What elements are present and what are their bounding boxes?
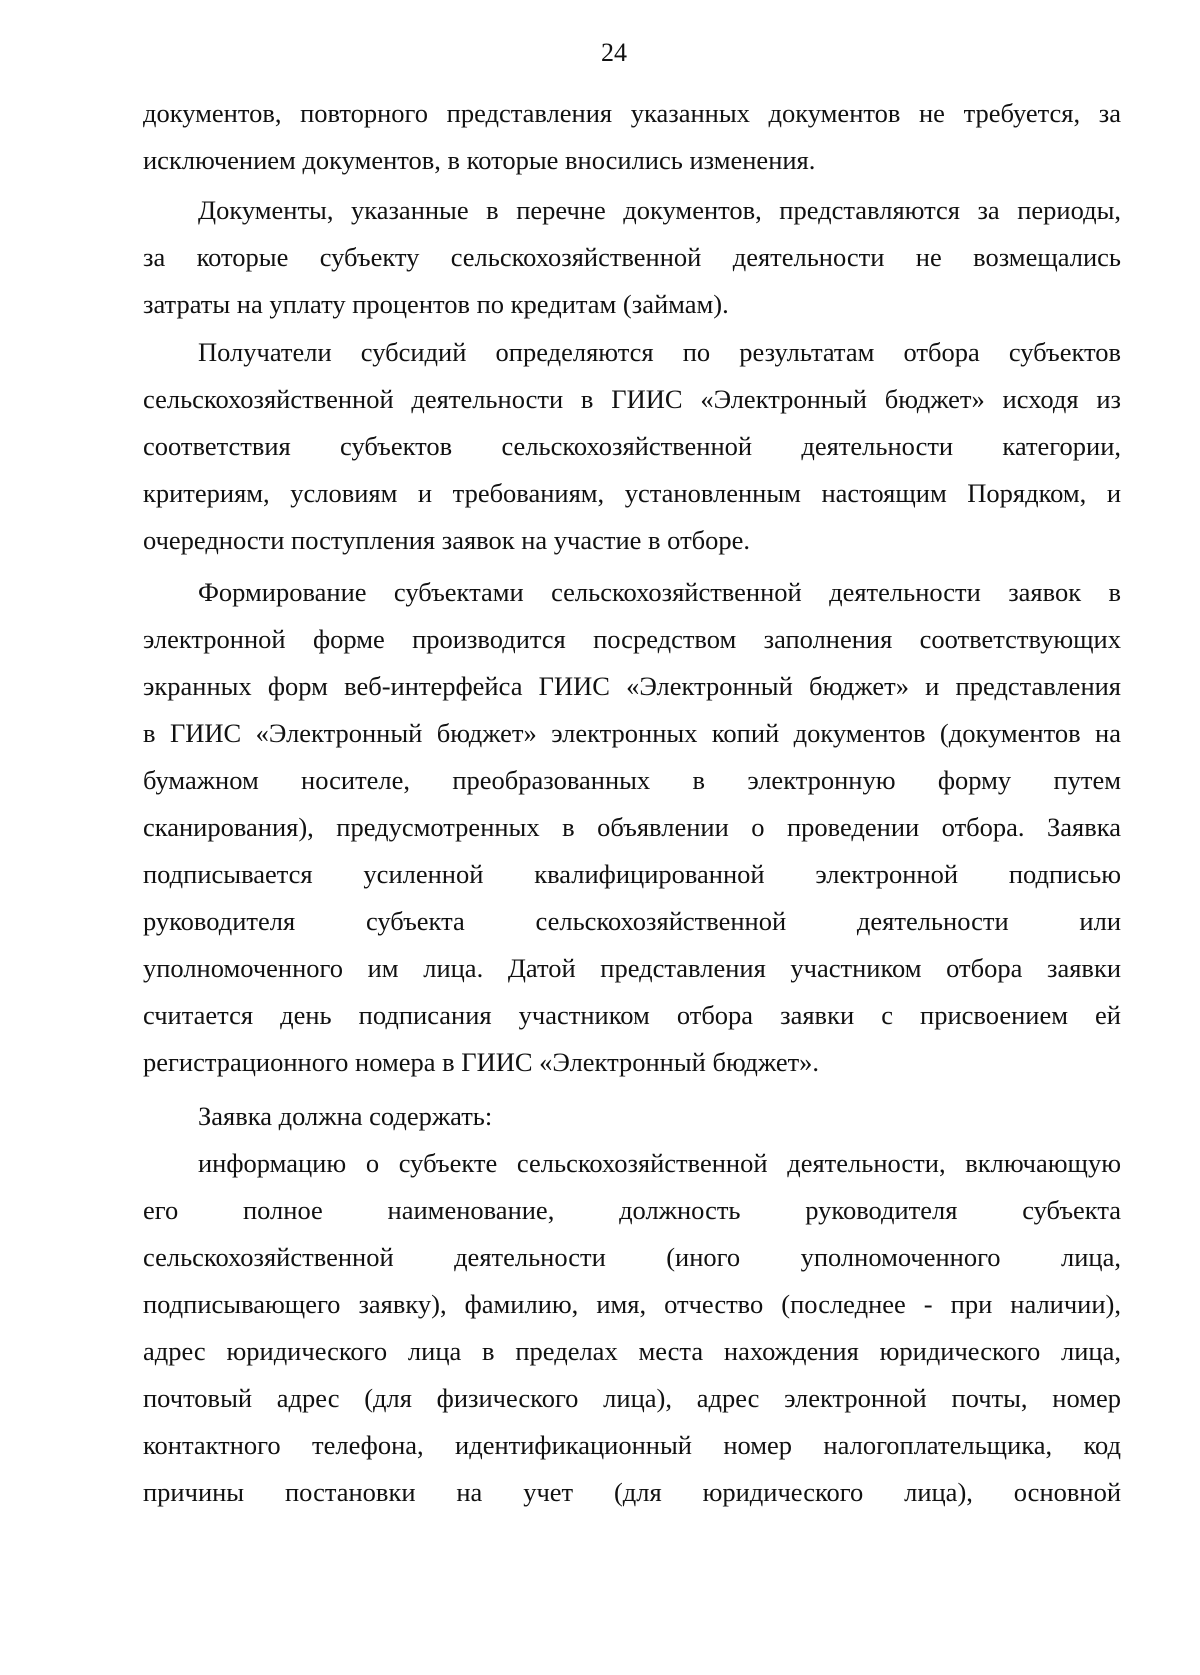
text-line: за которые субъекту сельскохозяйственной деятельности не возмещались <box>143 242 1121 272</box>
text-line: соответствия субъектов сельскохозяйственной деятельности категории, <box>143 431 1121 461</box>
text-line: Получатели субсидий определяются по результатам отбора субъектов <box>198 337 1121 367</box>
text-line: руководителя субъекта сельскохозяйственной деятельности или <box>143 906 1121 936</box>
text-line: уполномоченного им лица. Датой представления участником отбора заявки <box>143 953 1121 983</box>
text-line: Заявка должна содержать: <box>198 1101 493 1131</box>
paragraph-subsidy-recipients <box>143 329 1121 564</box>
text-line: бумажном носителе, преобразованных в электронную форму путем <box>143 765 1121 795</box>
page-number: 24 <box>601 38 627 67</box>
paragraph-documents-periods <box>143 187 1121 328</box>
text-line: экранных форм веб-интерфейса ГИИС «Электронный бюджет» и представления <box>143 671 1121 701</box>
text-line: регистрационного номера в ГИИС «Электронный бюджет». <box>143 1047 820 1077</box>
paragraph-continuation <box>143 90 1121 184</box>
text-line: причины постановки на учет (для юридического лица), основной <box>143 1477 1121 1507</box>
text-line: критериям, условиям и требованиям, установленным настоящим Порядком, и <box>143 478 1121 508</box>
text-line: подписывается усиленной квалифицированной электронной подписью <box>143 859 1121 889</box>
text-line: адрес юридического лица в пределах места нахождения юридического лица, <box>143 1336 1121 1366</box>
text-line: затраты на уплату процентов по кредитам (займам). <box>143 289 729 319</box>
text-line: его полное наименование, должность руководителя субъекта <box>143 1195 1121 1225</box>
text-line: исключением документов, в которые вносились изменения. <box>143 145 816 175</box>
text-line: сканирования), предусмотренных в объявлении о проведении отбора. Заявка <box>143 812 1121 842</box>
paragraph-subject-information <box>143 1140 1121 1516</box>
text-line: сельскохозяйственной деятельности в ГИИС «Электронный бюджет» исходя из <box>143 384 1121 414</box>
paragraph-application-must-contain <box>143 1093 1121 1140</box>
text-line: документов, повторного представления указанных документов не требуется, за <box>143 98 1121 128</box>
text-line: в ГИИС «Электронный бюджет» электронных копий документов (документов на <box>143 718 1121 748</box>
text-line: электронной форме производится посредством заполнения соответствующих <box>143 624 1121 654</box>
paragraph-application-forming <box>143 569 1121 1086</box>
text-line: Документы, указанные в перечне документов, представляются за периоды, <box>198 195 1121 225</box>
text-line: контактного телефона, идентификационный номер налогоплательщика, код <box>143 1430 1121 1460</box>
text-line: Формирование субъектами сельскохозяйственной деятельности заявок в <box>198 577 1121 607</box>
text-line: считается день подписания участником отбора заявки с присвоением ей <box>143 1000 1121 1030</box>
text-line: подписывающего заявку), фамилию, имя, отчество (последнее - при наличии), <box>143 1289 1121 1319</box>
text-line: почтовый адрес (для физического лица), адрес электронной почты, номер <box>143 1383 1121 1413</box>
text-line: сельскохозяйственной деятельности (иного уполномоченного лица, <box>143 1242 1121 1272</box>
text-line: информацию о субъекте сельскохозяйственной деятельности, включающую <box>198 1148 1121 1178</box>
text-line: очередности поступления заявок на участие в отборе. <box>143 525 751 555</box>
